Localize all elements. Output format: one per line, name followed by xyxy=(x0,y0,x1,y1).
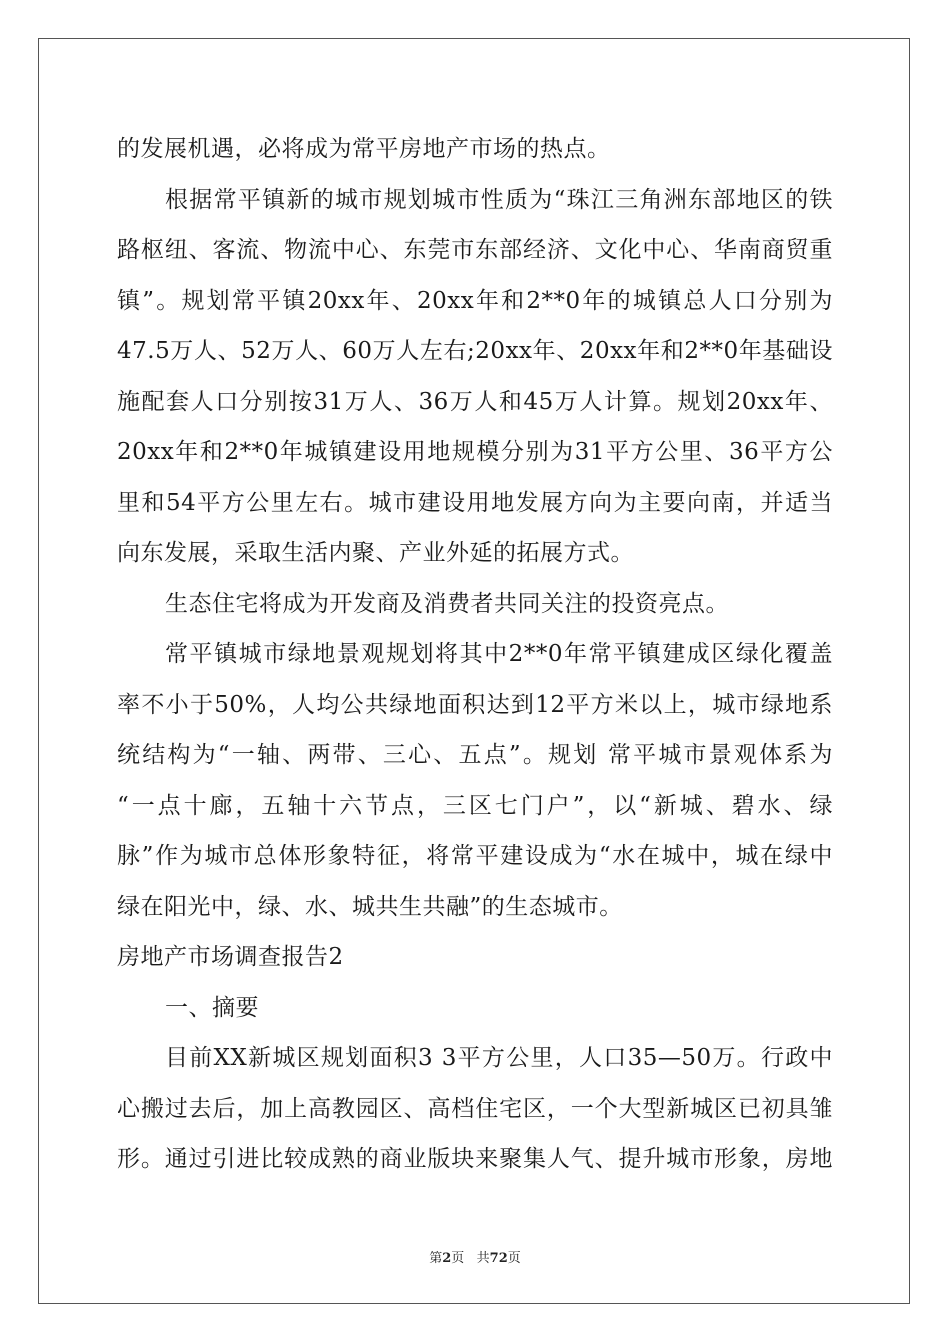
paragraph-line: 根据常平镇新的城市规划城市性质为“珠江三角洲东部地区的铁 xyxy=(165,187,833,213)
paragraph-line: 施配套人口分别按31万人、36万人和45万人计算。规划20xx年、 xyxy=(117,389,833,415)
paragraph-line: 心搬过去后，加上高教园区、高档住宅区，一个大型新城区已初具雏 xyxy=(117,1096,833,1122)
paragraph-line: 形。通过引进比较成熟的商业版块来聚集人气、提升城市形象，房地 xyxy=(117,1146,833,1172)
paragraph-line: 生态住宅将成为开发商及消费者共同关注的投资亮点。 xyxy=(165,591,729,617)
paragraph-line: 的发展机遇，必将成为常平房地产市场的热点。 xyxy=(117,136,611,162)
footer-suffix: 页 xyxy=(507,1251,521,1266)
paragraph-line: 率不小于50%，人均公共绿地面积达到12平方米以上，城市绿地系 xyxy=(117,692,833,718)
paragraph-line: 20xx年和2**0年城镇建设用地规模分别为31平方公里、36平方公 xyxy=(117,439,833,465)
page-footer xyxy=(0,1247,950,1266)
paragraph-line: 镇”。规划常平镇20xx年、20xx年和2**0年的城镇总人口分别为 xyxy=(117,288,833,314)
paragraph-line: 向东发展，采取生活内聚、产业外延的拓展方式。 xyxy=(117,540,634,566)
footer-mid: 页 共 xyxy=(451,1251,490,1266)
paragraph-line: “一点十廊，五轴十六节点，三区七门户”，以“新城、碧水、绿 xyxy=(117,793,833,819)
paragraph-line: 脉”作为城市总体形象特征，将常平建设成为“水在城中，城在绿中 xyxy=(117,843,833,869)
paragraph-line: 常平镇城市绿地景观规划将其中2**0年常平镇建成区绿化覆盖 xyxy=(165,641,833,667)
paragraph-line: 47.5万人、52万人、60万人左右;20xx年、20xx年和2**0年基础设 xyxy=(117,338,833,364)
paragraph-line: 统结构为“一轴、两带、三心、五点”。规划 常平城市景观体系为 xyxy=(117,742,833,768)
current-page-number: 2 xyxy=(442,1251,452,1266)
subsection-heading: 一、摘要 xyxy=(165,995,259,1021)
paragraph-line: 绿在阳光中，绿、水、城共生共融”的生态城市。 xyxy=(117,894,623,920)
section-heading: 房地产市场调查报告2 xyxy=(117,944,344,970)
footer-prefix: 第 xyxy=(429,1251,443,1266)
paragraph-line: 目前XX新城区规划面积3 3平方公里，人口35—50万。行政中 xyxy=(165,1045,833,1071)
paragraph-line: 里和54平方公里左右。城市建设用地发展方向为主要向南，并适当 xyxy=(117,490,833,516)
paragraph-line: 路枢纽、客流、物流中心、东莞市东部经济、文化中心、华南商贸重 xyxy=(117,237,833,263)
total-page-count: 72 xyxy=(489,1251,508,1266)
